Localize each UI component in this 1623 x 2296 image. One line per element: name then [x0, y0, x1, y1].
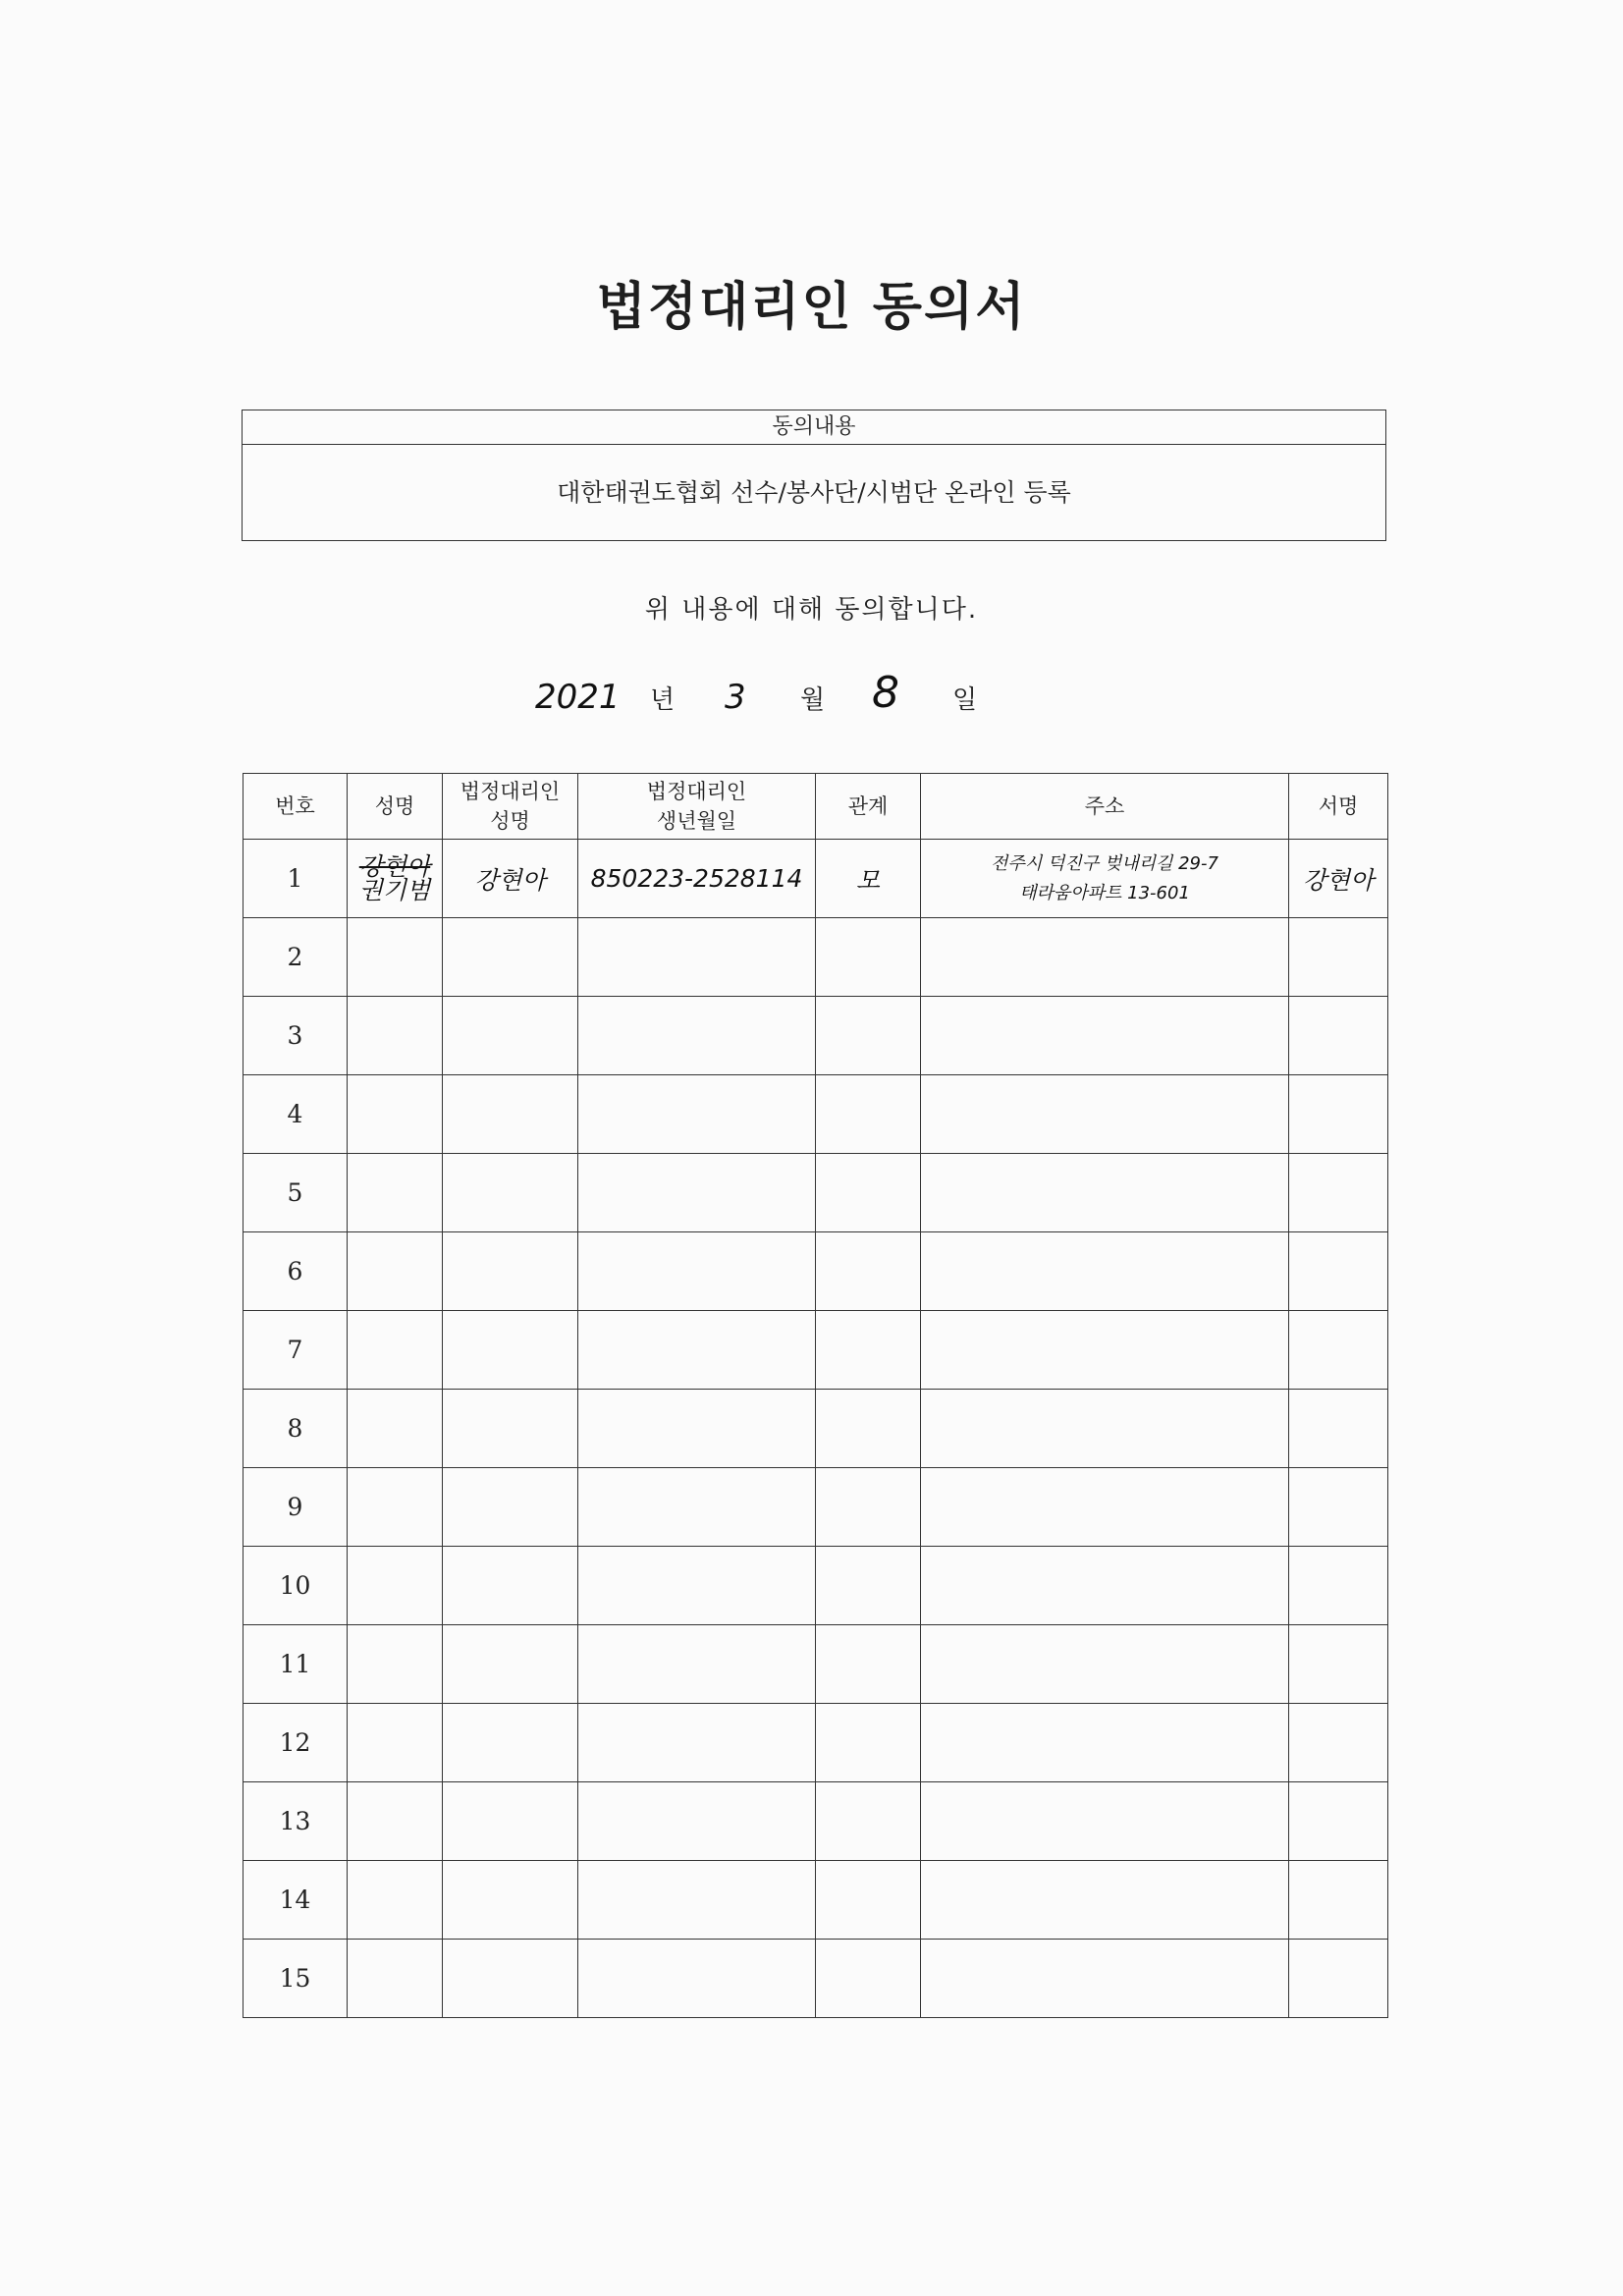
row-no: 6 — [243, 1232, 348, 1311]
table-row — [243, 1625, 1388, 1704]
row-relation — [816, 1940, 921, 2018]
row-address-line2: 태라움아파트 13-601 — [1019, 882, 1190, 903]
row-signature — [1289, 1782, 1388, 1861]
table-row — [243, 840, 1388, 918]
row-name — [348, 997, 443, 1075]
table-row — [243, 1782, 1388, 1861]
row-address — [921, 918, 1289, 997]
row-address — [921, 1390, 1289, 1468]
row-no: 8 — [243, 1390, 348, 1468]
row-signature — [1289, 1861, 1388, 1940]
row-guardian-birth: 850223-2528114 — [578, 840, 816, 918]
row-signature — [1289, 918, 1388, 997]
header-guardian-name-line1: 법정대리인 — [460, 780, 561, 803]
row-guardian-name — [443, 1468, 578, 1547]
row-guardian-name — [443, 1861, 578, 1940]
row-no: 3 — [243, 997, 348, 1075]
row-guardian-birth — [578, 1154, 816, 1232]
header-name: 성명 — [348, 774, 443, 840]
row-signature — [1289, 1232, 1388, 1311]
table-row — [243, 1232, 1388, 1311]
header-guardian-birth — [578, 774, 816, 840]
row-guardian-birth — [578, 1861, 816, 1940]
table-row — [243, 918, 1388, 997]
table-row — [243, 1075, 1388, 1154]
row-address — [921, 1704, 1289, 1782]
document-title: 법정대리인 동의서 — [596, 278, 1027, 337]
table-row — [243, 997, 1388, 1075]
row-address — [921, 1861, 1289, 1940]
row-guardian-name — [443, 1940, 578, 2018]
row-guardian-name — [443, 1782, 578, 1861]
header-guardian-name-line2: 성명 — [490, 809, 530, 833]
row-guardian-birth — [578, 1704, 816, 1782]
row-relation — [816, 1704, 921, 1782]
row-signature — [1289, 1704, 1388, 1782]
row-address — [921, 1311, 1289, 1390]
row-no: 7 — [243, 1311, 348, 1390]
row-address — [921, 997, 1289, 1075]
row-signature — [1289, 1390, 1388, 1468]
row-address — [921, 1547, 1289, 1625]
row-guardian-name — [443, 918, 578, 997]
row-address-line1: 전주시 덕진구 벚내리길 29-7 — [991, 852, 1218, 874]
row-no: 13 — [243, 1782, 348, 1861]
row-guardian-birth — [578, 1390, 816, 1468]
row-relation — [816, 1782, 921, 1861]
row-guardian-name — [443, 1625, 578, 1704]
date-year-label: 년 — [650, 685, 676, 715]
table-row — [243, 1940, 1388, 2018]
row-guardian-birth — [578, 1075, 816, 1154]
row-name-value: 권기범 — [358, 875, 431, 904]
row-address — [921, 1625, 1289, 1704]
row-address — [921, 1782, 1289, 1861]
date-line — [0, 668, 1623, 735]
row-guardian-name — [443, 1547, 578, 1625]
row-address — [921, 1232, 1289, 1311]
date-year: 2021 — [535, 678, 621, 717]
table-row — [243, 1861, 1388, 1940]
table-row — [243, 1390, 1388, 1468]
row-guardian-birth — [578, 1625, 816, 1704]
row-name — [348, 918, 443, 997]
row-signature — [1289, 1154, 1388, 1232]
table-header-row — [243, 774, 1388, 840]
row-name — [348, 1390, 443, 1468]
row-name — [348, 1940, 443, 2018]
header-signature: 서명 — [1289, 774, 1388, 840]
row-relation — [816, 1154, 921, 1232]
header-guardian-birth-line2: 생년월일 — [656, 809, 737, 833]
date-day-label: 일 — [952, 685, 978, 715]
row-relation — [816, 1861, 921, 1940]
row-guardian-name — [443, 1154, 578, 1232]
row-guardian-name — [443, 997, 578, 1075]
row-no: 15 — [243, 1940, 348, 2018]
table-row — [243, 1154, 1388, 1232]
row-name — [348, 1232, 443, 1311]
row-guardian-birth — [578, 1232, 816, 1311]
row-no: 10 — [243, 1547, 348, 1625]
row-relation — [816, 918, 921, 997]
row-signature — [1289, 1940, 1388, 2018]
row-address — [921, 1468, 1289, 1547]
row-no: 5 — [243, 1154, 348, 1232]
row-relation — [816, 1547, 921, 1625]
row-guardian-birth — [578, 918, 816, 997]
row-name — [348, 1075, 443, 1154]
row-guardian-name — [443, 1232, 578, 1311]
row-guardian-birth — [578, 1547, 816, 1625]
row-relation: 모 — [816, 840, 921, 918]
row-name — [348, 1154, 443, 1232]
table-row — [243, 1547, 1388, 1625]
row-relation — [816, 1311, 921, 1390]
row-name — [348, 1704, 443, 1782]
row-relation — [816, 1390, 921, 1468]
row-relation — [816, 1075, 921, 1154]
row-signature: 강현아 — [1289, 840, 1388, 918]
row-relation — [816, 1232, 921, 1311]
row-signature — [1289, 1311, 1388, 1390]
row-guardian-name — [443, 1390, 578, 1468]
date-day: 8 — [872, 668, 899, 718]
header-guardian-birth-line1: 법정대리인 — [646, 780, 747, 803]
row-address — [921, 1154, 1289, 1232]
row-guardian-birth — [578, 1782, 816, 1861]
row-no: 4 — [243, 1075, 348, 1154]
row-signature — [1289, 1468, 1388, 1547]
row-name — [348, 840, 443, 918]
row-guardian-name — [443, 1075, 578, 1154]
row-signature — [1289, 1547, 1388, 1625]
row-name — [348, 1861, 443, 1940]
row-name — [348, 1468, 443, 1547]
table-row — [243, 1704, 1388, 1782]
row-relation — [816, 997, 921, 1075]
row-signature — [1289, 1075, 1388, 1154]
row-guardian-name: 강현아 — [443, 840, 578, 918]
table-row — [243, 1468, 1388, 1547]
row-no: 1 — [243, 840, 348, 918]
row-relation — [816, 1468, 921, 1547]
date-month: 3 — [725, 678, 746, 717]
table-row — [243, 1311, 1388, 1390]
guardian-table — [243, 773, 1388, 2018]
row-no: 9 — [243, 1468, 348, 1547]
row-name — [348, 1782, 443, 1861]
row-no: 12 — [243, 1704, 348, 1782]
row-name — [348, 1547, 443, 1625]
consent-content: 대한태권도협회 선수/봉사단/시범단 온라인 등록 — [557, 478, 1071, 507]
row-signature — [1289, 1625, 1388, 1704]
consent-box — [242, 410, 1386, 541]
header-guardian-name — [443, 774, 578, 840]
row-address — [921, 1940, 1289, 2018]
row-guardian-name — [443, 1704, 578, 1782]
row-guardian-birth — [578, 997, 816, 1075]
row-signature — [1289, 997, 1388, 1075]
header-no: 번호 — [243, 774, 348, 840]
date-month-label: 월 — [800, 685, 826, 715]
agreement-text: 위 내용에 대해 동의합니다. — [644, 595, 979, 625]
row-no: 2 — [243, 918, 348, 997]
row-address — [921, 1075, 1289, 1154]
row-address — [921, 840, 1289, 918]
row-name-struck: 강현아 — [358, 851, 431, 881]
header-relation: 관계 — [816, 774, 921, 840]
row-guardian-name — [443, 1311, 578, 1390]
header-address: 주소 — [921, 774, 1289, 840]
row-no: 14 — [243, 1861, 348, 1940]
row-guardian-birth — [578, 1468, 816, 1547]
row-relation — [816, 1625, 921, 1704]
row-name — [348, 1625, 443, 1704]
row-no: 11 — [243, 1625, 348, 1704]
row-name — [348, 1311, 443, 1390]
consent-header: 동의내용 — [243, 410, 1385, 445]
row-guardian-birth — [578, 1940, 816, 2018]
row-guardian-birth — [578, 1311, 816, 1390]
